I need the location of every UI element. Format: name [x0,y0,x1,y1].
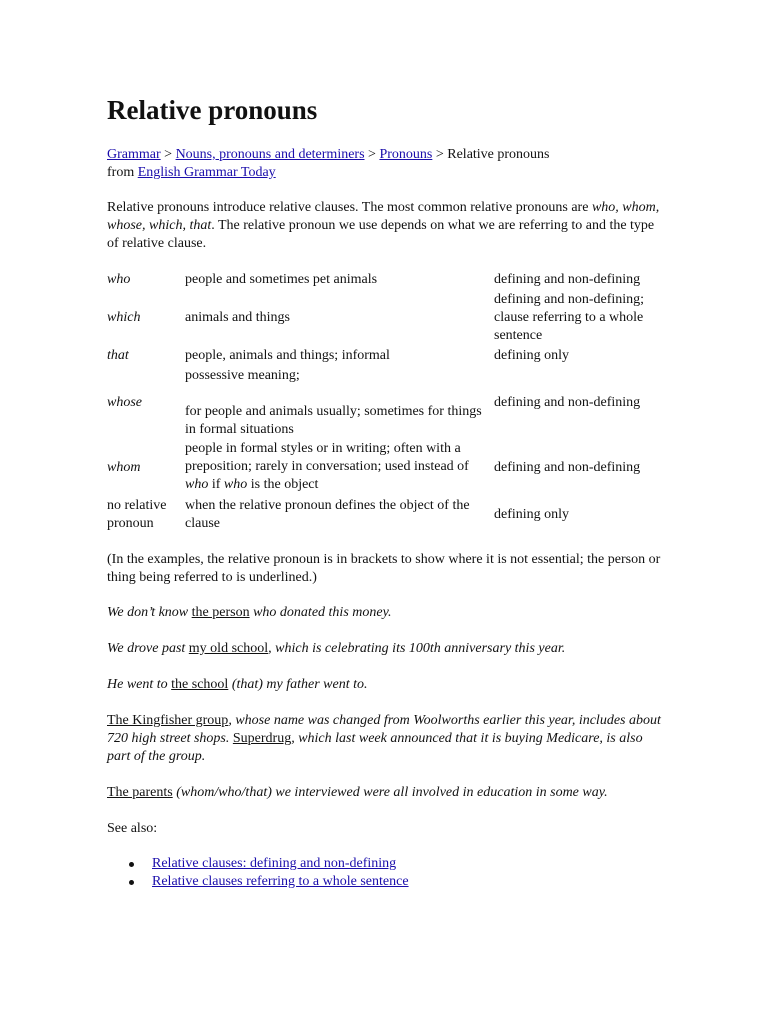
example-text: He went to [107,677,172,692]
table-cell-pronoun: whose [107,395,142,410]
table-cell-meaning-text: if [208,477,224,492]
example-underlined: my old school [188,641,269,656]
bullet-icon [129,862,134,867]
note-paragraph: (In the examples, the relative pronoun is in brackets to show where it is not essential; the person or thing being referred to is underlined.) [107,552,661,585]
table-cell-meaning-italic: who [185,477,209,492]
table-cell-usage: defining and non-defining [494,272,641,287]
breadcrumb-current: Relative pronouns [447,147,550,162]
table-cell-meaning: people, animals and things; informal [185,348,390,363]
example-text: We drove past [107,641,189,656]
table-cell-meaning [185,367,495,439]
table-cell-meaning [185,440,495,494]
example-text: , whose name was changed from Woolworths earlier this year, includes about 720 high street shops. [107,713,661,746]
source-link[interactable]: English Grammar Today [137,165,276,180]
table-cell-meaning-text: is the object [247,477,319,492]
breadcrumb-link-pronouns[interactable]: Pronouns [379,147,433,162]
table-cell-pronoun: who [107,272,131,287]
table-cell-meaning: when the relative pronoun defines the object of the clause [185,498,470,531]
see-also-list [107,855,667,891]
breadcrumb-link-grammar[interactable]: Grammar [107,147,161,162]
breadcrumb [107,146,667,182]
table-cell-pronoun: that [107,348,129,363]
table-cell-usage: defining and non-defining [494,395,641,410]
table-cell-usage: defining and non-defining [494,460,641,475]
table-cell-pronoun: whom [107,460,141,475]
intro-paragraph [107,199,667,253]
example-text: We don’t know [107,605,192,620]
see-also-link-whole-sentence[interactable]: Relative clauses referring to a whole sentence [152,874,409,889]
example-underlined: The Kingfisher group [107,713,229,728]
example-sentence [107,676,667,694]
table-cell-usage: defining only [494,507,570,522]
list-item [107,873,667,891]
table-cell-usage: defining only [494,348,570,363]
example-sentence [107,640,667,658]
example-text: , which is celebrating its 100th anniversary this year. [268,641,566,656]
example-underlined: the person [191,605,250,620]
table-cell-meaning-italic: who [223,477,248,492]
table-cell-meaning-line: for people and animals usually; sometimes for things in formal situations [185,404,482,437]
table-cell-meaning: animals and things [185,310,290,325]
breadcrumb-separator: > [160,147,176,162]
breadcrumb-link-nouns-pronouns-determiners[interactable]: Nouns, pronouns and determiners [175,147,365,162]
see-also-link-defining[interactable]: Relative clauses: defining and non-defining [152,856,397,871]
example-underlined: The parents [107,785,173,800]
see-also-label: See also: [107,821,158,836]
table-cell-meaning: people and sometimes pet animals [185,272,378,287]
example-text: (that) my father went to. [228,677,368,692]
example-sentence [107,784,667,802]
example-underlined: the school [171,677,229,692]
example-text: , which last week announced that it is buying Medicare, is also part of the group. [107,731,643,764]
breadcrumb-separator: > [432,147,448,162]
example-text: who donated this money. [249,605,392,620]
page-title: Relative pronouns [107,95,318,125]
example-text: (whom/who/that) we interviewed were all involved in education in some way. [172,785,608,800]
table-cell-pronoun: no relative pronoun [107,498,167,531]
table-cell-meaning-text: people in formal styles or in writing; often with a preposition; rarely in conversation; used instead of [185,441,469,474]
source-label: from [107,165,138,180]
table-cell-pronoun: which [107,310,141,325]
intro-pronoun-list: who, whom, whose, which, that [107,200,660,233]
intro-text: Relative pronouns introduce relative clauses. The most common relative pronouns are [107,200,592,215]
intro-text-end: . The relative pronoun we use depends on what we are referring to and the type of relative clause. [107,218,655,251]
example-sentence [107,604,667,622]
breadcrumb-separator: > [364,147,380,162]
example-underlined: Superdrug [232,731,292,746]
bullet-icon [129,880,134,885]
table-cell-meaning-line: possessive meaning; [185,368,300,383]
example-sentence [107,712,667,766]
list-item [107,855,667,873]
table-cell-usage: defining and non-defining; clause referring to a whole sentence [494,292,645,343]
